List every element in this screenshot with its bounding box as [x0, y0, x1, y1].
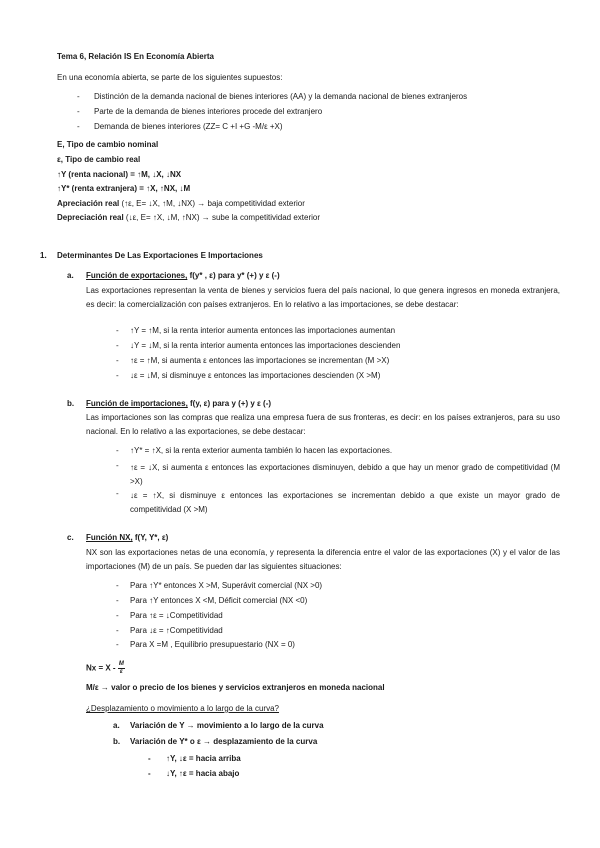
m-epsilon-definition: M/ε → valor o precio de los bienes y servicios extranjeros en moneda nacional [86, 683, 385, 692]
list-item: ↑ε = ↑M, si aumenta ε entonces las importaciones se incrementan (M >X) [130, 356, 390, 365]
bullet-dash: - [116, 371, 119, 380]
item-label: a. [113, 721, 120, 730]
intro-text: En una economía abierta, se parte de los siguientes supuestos: [57, 73, 283, 82]
formula-lhs: Nx = X - [86, 663, 116, 673]
apreciacion-label: Apreciación real [57, 199, 120, 208]
list-item: Demanda de bienes interiores (ZZ= C +I +G -M/ε +X) [94, 122, 283, 131]
subsection-b-title [86, 399, 271, 409]
bullet-dash: - [116, 489, 119, 498]
depreciacion-text: (↓ε, E= ↑X, ↓M, ↑NX) → sube la competitividad exterior [123, 213, 320, 222]
page-title: Tema 6, Relación IS En Economía Abierta [57, 52, 214, 61]
def-ystar: ↑Y* (renta extranjera) = ↑X, ↑NX, ↓M [57, 184, 191, 193]
subsection-a-title-rest: f(y* , ε) para y* (+) y ε (-) [187, 271, 280, 280]
def-y: ↑Y (renta nacional) = ↑M, ↓X, ↓NX [57, 170, 182, 179]
section-title: Determinantes De Las Exportaciones E Importaciones [57, 251, 263, 260]
list-item: Para ↓ε = ↑Competitividad [130, 626, 223, 635]
formula-fraction [118, 661, 125, 676]
bullet-dash: - [77, 92, 80, 101]
subsection-a-label: a. [67, 271, 74, 280]
list-item: ↓ε = ↑X, si disminuye ε entonces las exportaciones se incrementan debido a que existe un mayor grado de competitividad (X >M) [130, 491, 560, 514]
formula-numerator: M [118, 661, 124, 667]
section-number: 1. [40, 251, 47, 260]
bullet-dash: - [148, 754, 151, 763]
list-item: ↓ε = ↓M, si disminuye ε entonces las importaciones descienden (X >M) [130, 371, 381, 380]
subsection-c-paragraph: NX son las exportaciones netas de una economía, y representa la diferencia entre el valor de las exportaciones (X) y el valor de las importaciones (M) de un país. Se pueden dar las siguientes situaciones: [86, 548, 560, 571]
bullet-dash: - [116, 326, 119, 335]
list-item: Distinción de la demanda nacional de bienes interiores (AA) y la demanda nacional de bienes extranjeros [94, 92, 468, 101]
item-label: b. [113, 737, 121, 746]
depreciacion-label: Depreciación real [57, 213, 124, 222]
list-item: Parte de la demanda de bienes interiores procede del extranjero [94, 107, 323, 116]
bullet-dash: - [116, 581, 119, 590]
bullet-dash: - [77, 122, 80, 131]
bullet-dash: - [116, 341, 119, 350]
list-item: Para ↑Y entonces X <M, Déficit comercial (NX <0) [130, 596, 308, 605]
subsection-a-title-underlined: Función de exportaciones, [86, 271, 188, 280]
def-e: E, Tipo de cambio nominal [57, 140, 159, 149]
list-item: ↑Y, ↓ε = hacia arriba [166, 754, 241, 763]
subsection-c-title-rest: f(Y, Y*, ε) [132, 533, 169, 542]
bullet-dash: - [116, 461, 119, 470]
bullet-dash: - [116, 596, 119, 605]
list-item: Para ↑Y* entonces X >M, Superávit comercial (NX >0) [130, 581, 323, 590]
subsection-c-title-underlined: Función NX, [86, 533, 133, 542]
subsection-b-title-rest: f(y, ε) para y (+) y ε (-) [187, 399, 272, 408]
bullet-dash: - [148, 769, 151, 778]
subsection-c-label: c. [67, 533, 74, 542]
bullet-dash: - [116, 640, 119, 649]
list-item: ↑Y = ↑M, si la renta interior aumenta entonces las importaciones aumentan [130, 326, 396, 335]
list-item: ↑Y* = ↑X, si la renta exterior aumenta también lo hacen las exportaciones. [130, 446, 393, 455]
def-depreciacion [57, 213, 320, 223]
def-epsilon: ε, Tipo de cambio real [57, 155, 141, 164]
list-item: ↑ε = ↓X, si aumenta ε entonces las exportaciones disminuyen, debido a que hay un menor grado de competitividad (M >X) [130, 463, 560, 486]
list-item: ↓Y = ↓M, si la renta interior aumenta entonces las importaciones descienden [130, 341, 401, 350]
nx-formula [86, 661, 125, 676]
formula-denominator: ε [119, 669, 123, 675]
def-apreciacion [57, 199, 305, 209]
list-item: ↓Y, ↑ε = hacia abajo [166, 769, 240, 778]
list-item: Variación de Y* o ε → desplazamiento de la curva [130, 737, 318, 746]
list-item: Variación de Y → movimiento a lo largo de la curva [130, 721, 324, 730]
list-item: Para ↑ε = ↓Competitividad [130, 611, 223, 620]
bullet-dash: - [116, 626, 119, 635]
subsection-a-title [86, 271, 280, 281]
subsection-c-title [86, 533, 168, 543]
bullet-dash: - [77, 107, 80, 116]
bullet-dash: - [116, 356, 119, 365]
subsection-a-paragraph: Las exportaciones representan la venta de bienes y servicios fuera del país nacional, lo que genera ingresos en moneda extranjera, es decir: la comercialización con países extranjeros. En lo relativo a las importaciones, se debe destacar: [86, 286, 560, 309]
apreciacion-text: (↑ε, E= ↓X, ↑M, ↓NX) → baja competitividad exterior [119, 199, 305, 208]
subsection-b-paragraph: Las importaciones son las compras que realiza una empresa fuera de sus fronteras, es decir: en los países extranjeros, para su uso nacional. En lo relativo a las exportaciones, se debe destacar: [86, 413, 560, 436]
bullet-dash: - [116, 446, 119, 455]
subsection-b-label: b. [67, 399, 75, 408]
list-item: Para X =M , Equilibrio presupuestario (NX = 0) [130, 640, 295, 649]
bullet-dash: - [116, 611, 119, 620]
curve-question: ¿Desplazamiento o movimiento a lo largo de la curva? [86, 704, 279, 713]
subsection-b-title-underlined: Función de importaciones, [86, 399, 188, 408]
